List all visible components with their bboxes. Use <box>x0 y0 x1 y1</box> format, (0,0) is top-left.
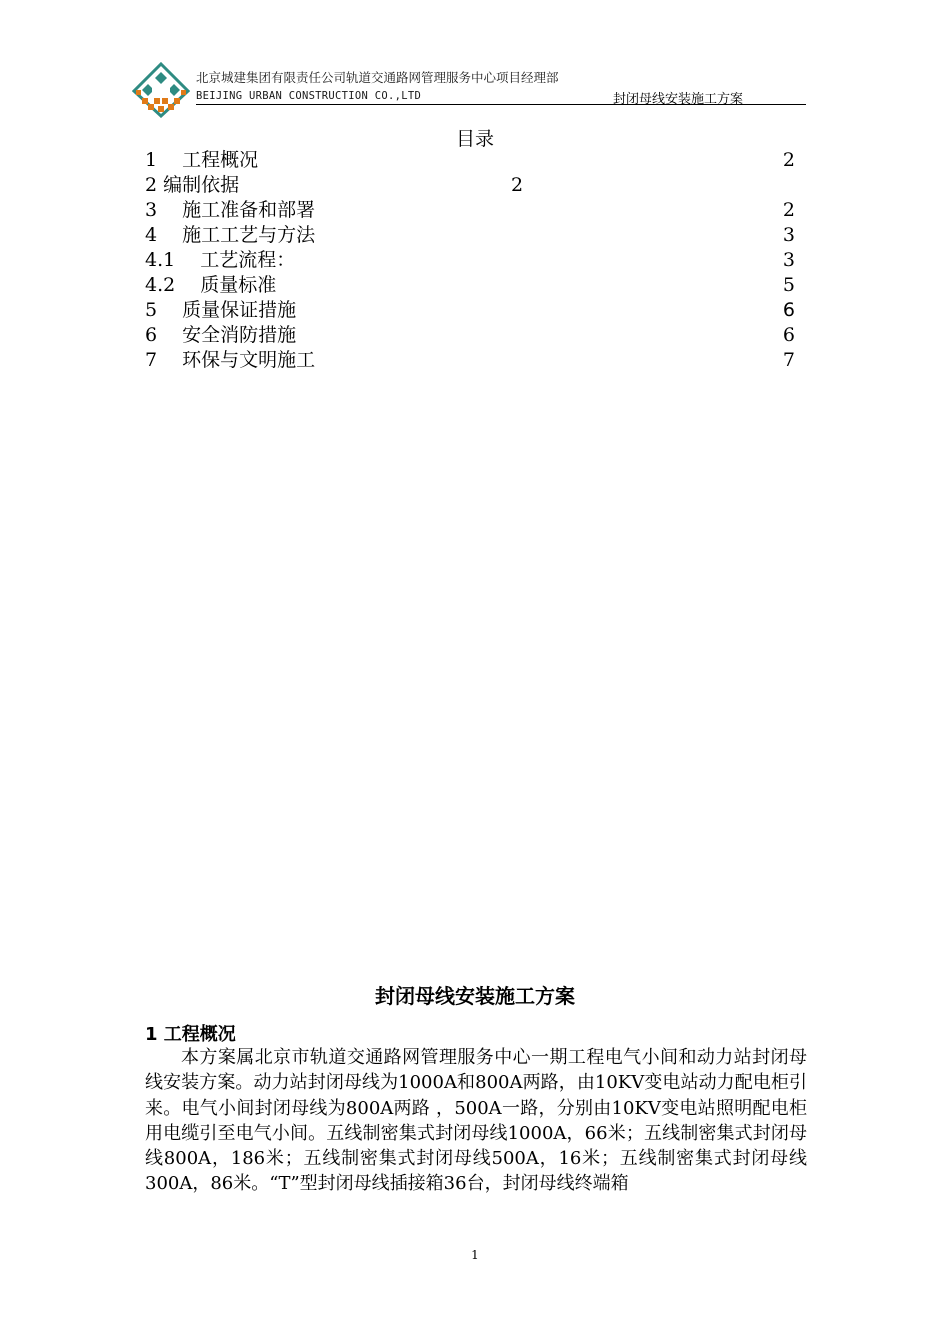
toc-item-page: 2 <box>782 199 795 221</box>
toc-item[interactable] <box>145 323 795 348</box>
company-logo-icon <box>132 62 190 118</box>
toc-item[interactable] <box>145 173 795 198</box>
section-heading: 1 工程概况 <box>145 1024 236 1045</box>
toc-item-page: 2 <box>511 174 524 196</box>
toc-item[interactable] <box>145 273 795 298</box>
toc-item-label: 6 安全消防措施 <box>145 324 297 346</box>
toc-item-page: 3 <box>782 224 795 246</box>
toc-item[interactable] <box>145 223 795 248</box>
toc-item-label: 2 编制依据 <box>145 174 240 196</box>
toc-item-page: 2 <box>782 149 795 171</box>
toc-item-label: 1 工程概况 <box>145 149 259 171</box>
header-document-title: 封闭母线安装施工方案 <box>613 92 744 107</box>
toc-item-label: 4.1 工艺流程： <box>145 249 296 271</box>
toc-item-label: 3 施工准备和部署 <box>145 199 316 221</box>
toc-item-page: 6 <box>782 324 795 346</box>
toc-item[interactable] <box>145 348 795 373</box>
section-paragraph: 本方案属北京市轨道交通路网管理服务中心一期工程电气小间和动力站封闭母线安装方案。动力站封闭母线为1000A和800A两路，由10KV变电站动力配电柜引来。电气小间封闭母线为800A两路 ，500A一路，分别由10KV变电站照明配电柜用电缆引至电气小间。五线制密集式封闭母线1000A，66米；五线制密集式封闭母线800A，186米；五线制密集式封闭母线500A，16米；五线制密集式封闭母线300A，86米。“T”型封闭母线插接箱36台，封闭母线终端箱 <box>145 1047 807 1195</box>
table-of-contents <box>145 148 795 373</box>
toc-item[interactable] <box>145 248 795 273</box>
page-number: 1 <box>471 1248 479 1262</box>
toc-item-label: 7 环保与文明施工 <box>145 349 316 371</box>
company-name-cn: 北京城建集团有限责任公司轨道交通路网管理服务中心项目经理部 <box>196 70 559 85</box>
toc-item-page: 5 <box>782 274 795 296</box>
toc-item-label: 4 施工工艺与方法 <box>145 224 316 246</box>
document-title: 封闭母线安装施工方案 <box>375 984 575 1008</box>
toc-item-page: 7 <box>782 349 795 371</box>
toc-item[interactable] <box>145 298 795 323</box>
toc-item-page: 3 <box>782 249 795 271</box>
toc-item-label: 4.2 质量标准 <box>145 274 277 296</box>
toc-item[interactable] <box>145 198 795 223</box>
company-name-en: BEIJING URBAN CONSTRUCTION CO.,LTD <box>196 90 422 102</box>
toc-item-label: 5 质量保证措施 <box>145 299 297 321</box>
toc-item[interactable] <box>145 148 795 173</box>
toc-item-page: 6 <box>782 299 795 321</box>
toc-heading: 目录 <box>456 128 495 150</box>
header-divider <box>196 104 806 105</box>
company-logo <box>132 62 190 118</box>
